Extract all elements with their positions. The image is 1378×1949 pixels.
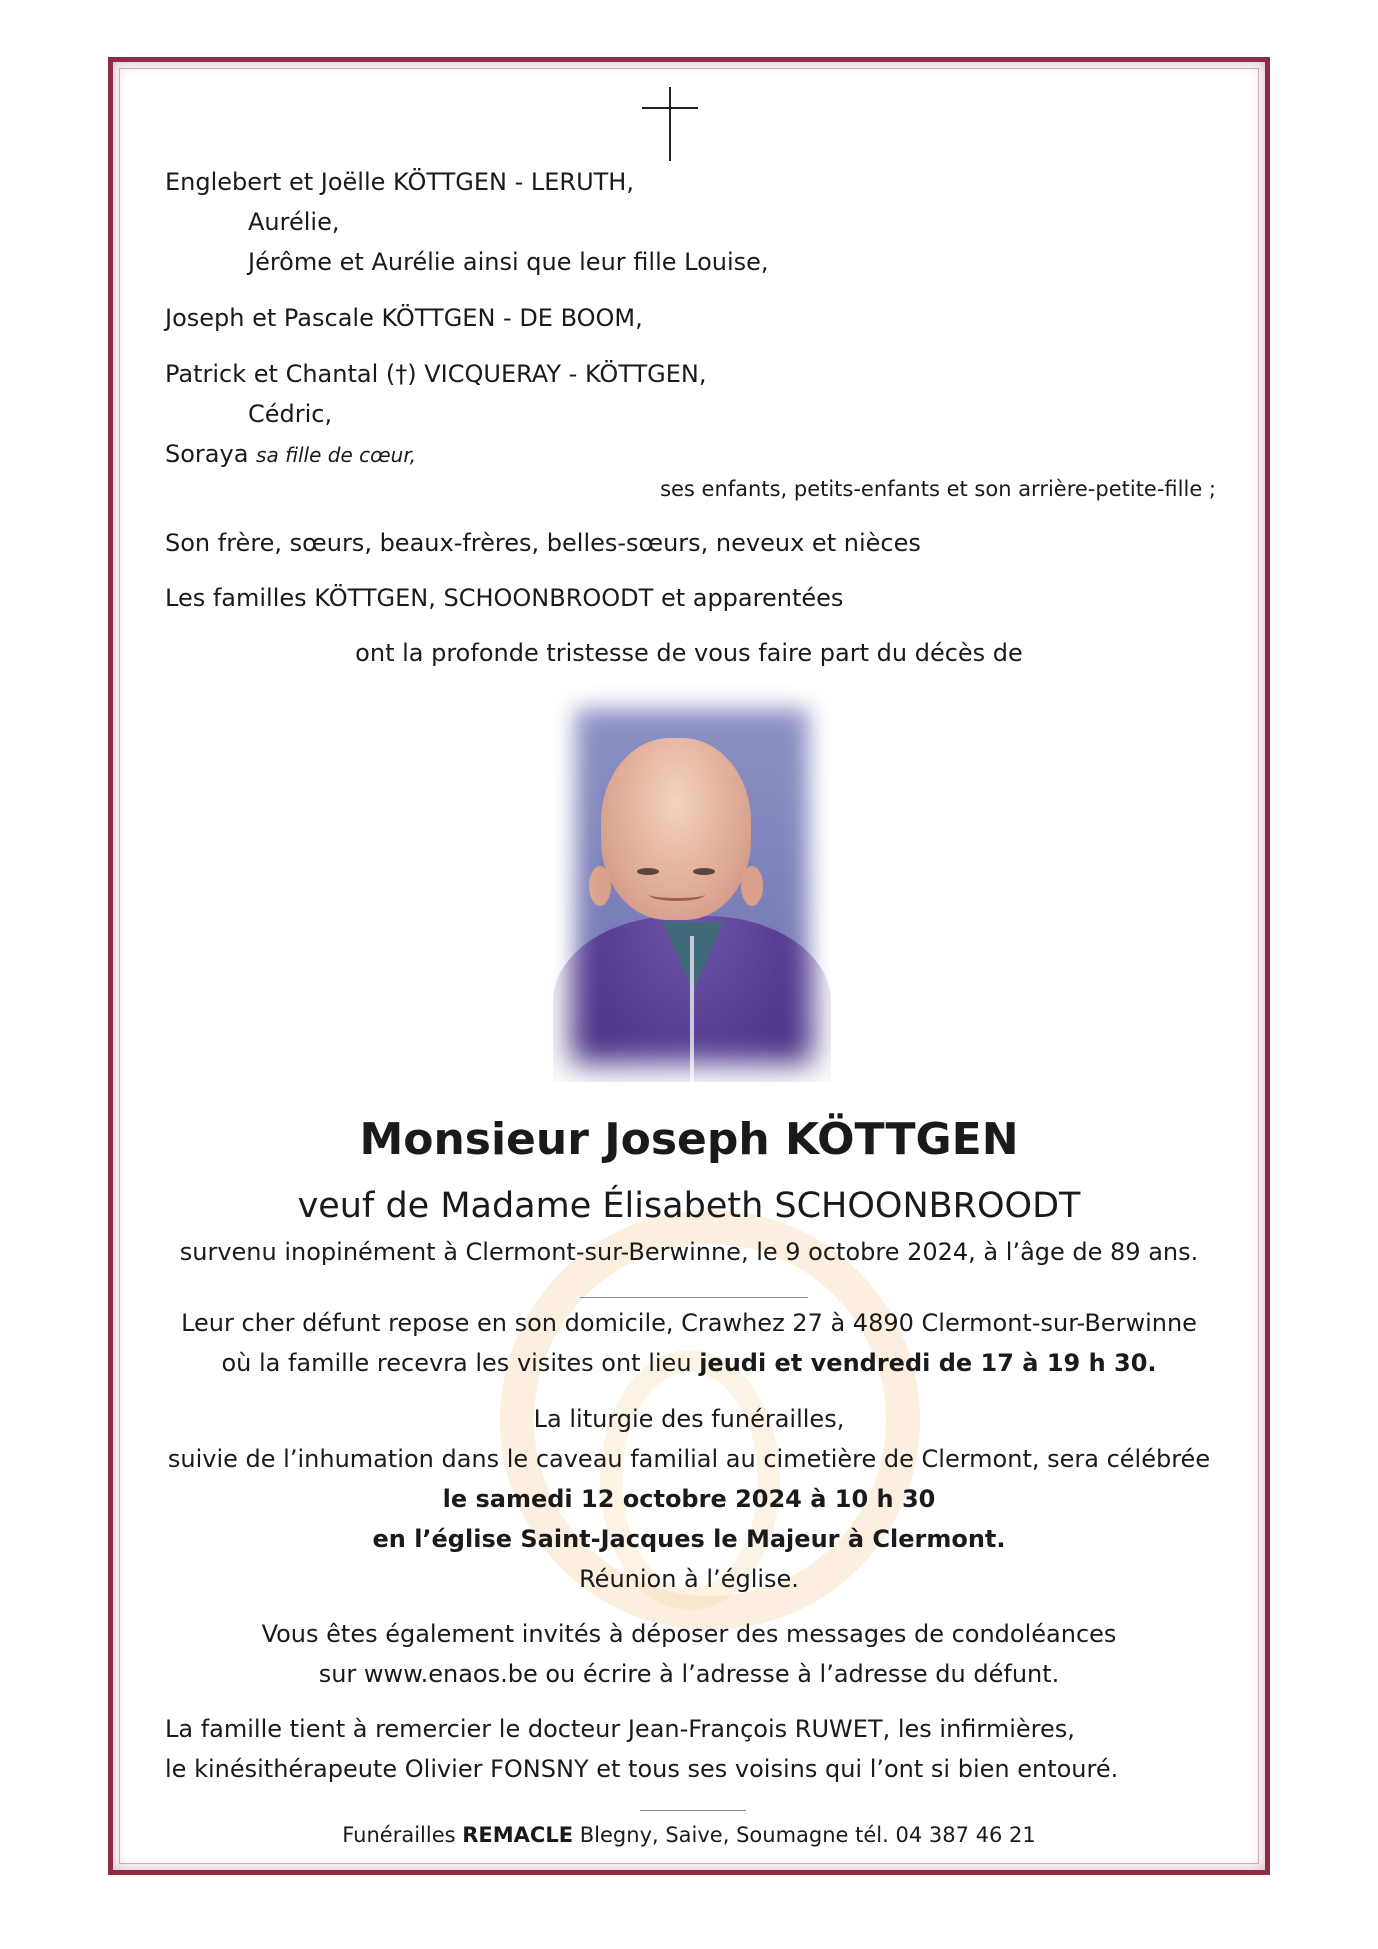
separator-1 — [580, 1297, 808, 1298]
footer — [0, 1820, 1378, 1850]
separator-2 — [640, 1810, 746, 1811]
siblings-line: Son frère, sœurs, beaux-frères, belles-sœurs, neveux et nièces — [165, 529, 921, 557]
footer-suffix: Blegny, Saive, Soumagne tél. 04 387 46 21 — [579, 1823, 1036, 1847]
funeral-church: en l’église Saint-Jacques le Majeur à Clermont. — [372, 1525, 1006, 1553]
funeral-line-1: La liturgie des funérailles, — [533, 1405, 845, 1433]
family-line-7-name: Soraya — [165, 440, 249, 468]
family-line-1: Englebert et Joëlle KÖTTGEN - LERUTH, — [165, 168, 634, 196]
death-details: survenu inopinément à Clermont-sur-Berwinne, le 9 octobre 2024, à l’âge de 89 ans. — [179, 1238, 1199, 1266]
funeral-meeting: Réunion à l’église. — [579, 1565, 799, 1593]
condolences-line-2: sur www.enaos.be ou écrire à l’adresse à l’adresse du défunt. — [318, 1660, 1060, 1688]
visitation-plain: où la famille recevra les visites ont lieu — [221, 1349, 692, 1377]
footer-brand: REMACLE — [462, 1823, 574, 1847]
deceased-spouse: veuf de Madame Élisabeth SCHOONBROODT — [297, 1186, 1081, 1226]
condolences-line-1: Vous êtes également invités à déposer des messages de condoléances — [261, 1620, 1117, 1648]
family-summary: ses enfants, petits-enfants et son arrière-petite-fille ; — [660, 477, 1216, 501]
family-line-6: Cédric, — [248, 400, 333, 428]
portrait-photo — [553, 686, 831, 1082]
family-line-4: Joseph et Pascale KÖTTGEN - DE BOOM, — [165, 304, 643, 332]
families-line: Les familles KÖTTGEN, SCHOONBROODT et apparentées — [165, 584, 844, 612]
family-line-5: Patrick et Chantal (†) VICQUERAY - KÖTTGEN, — [165, 360, 707, 388]
thanks-line-2: le kinésithérapeute Olivier FONSNY et tous ses voisins qui l’ont si bien entouré. — [165, 1755, 1119, 1783]
family-line-2: Aurélie, — [248, 208, 340, 236]
footer-prefix: Funérailles — [342, 1823, 456, 1847]
visitation-line-2 — [0, 1348, 1378, 1378]
photo-vignette — [553, 686, 831, 1082]
visitation-bold: jeudi et vendredi de 17 à 19 h 30. — [699, 1349, 1157, 1377]
announcement-line: ont la profonde tristesse de vous faire part du décès de — [355, 639, 1023, 667]
thanks-line-1: La famille tient à remercier le docteur Jean-François RUWET, les infirmières, — [165, 1715, 1075, 1743]
cross-icon-bar — [642, 107, 698, 109]
family-line-7 — [165, 439, 416, 470]
cross-icon — [669, 87, 671, 161]
family-line-3: Jérôme et Aurélie ainsi que leur fille Louise, — [248, 248, 769, 276]
family-line-7-note: sa fille de cœur, — [256, 443, 417, 467]
funeral-line-2: suivie de l’inhumation dans le caveau familial au cimetière de Clermont, sera célébrée — [167, 1445, 1211, 1473]
funeral-date: le samedi 12 octobre 2024 à 10 h 30 — [442, 1485, 936, 1513]
deceased-name: Monsieur Joseph KÖTTGEN — [359, 1114, 1019, 1165]
visitation-line-1: Leur cher défunt repose en son domicile, Crawhez 27 à 4890 Clermont-sur-Berwinne — [181, 1309, 1197, 1337]
